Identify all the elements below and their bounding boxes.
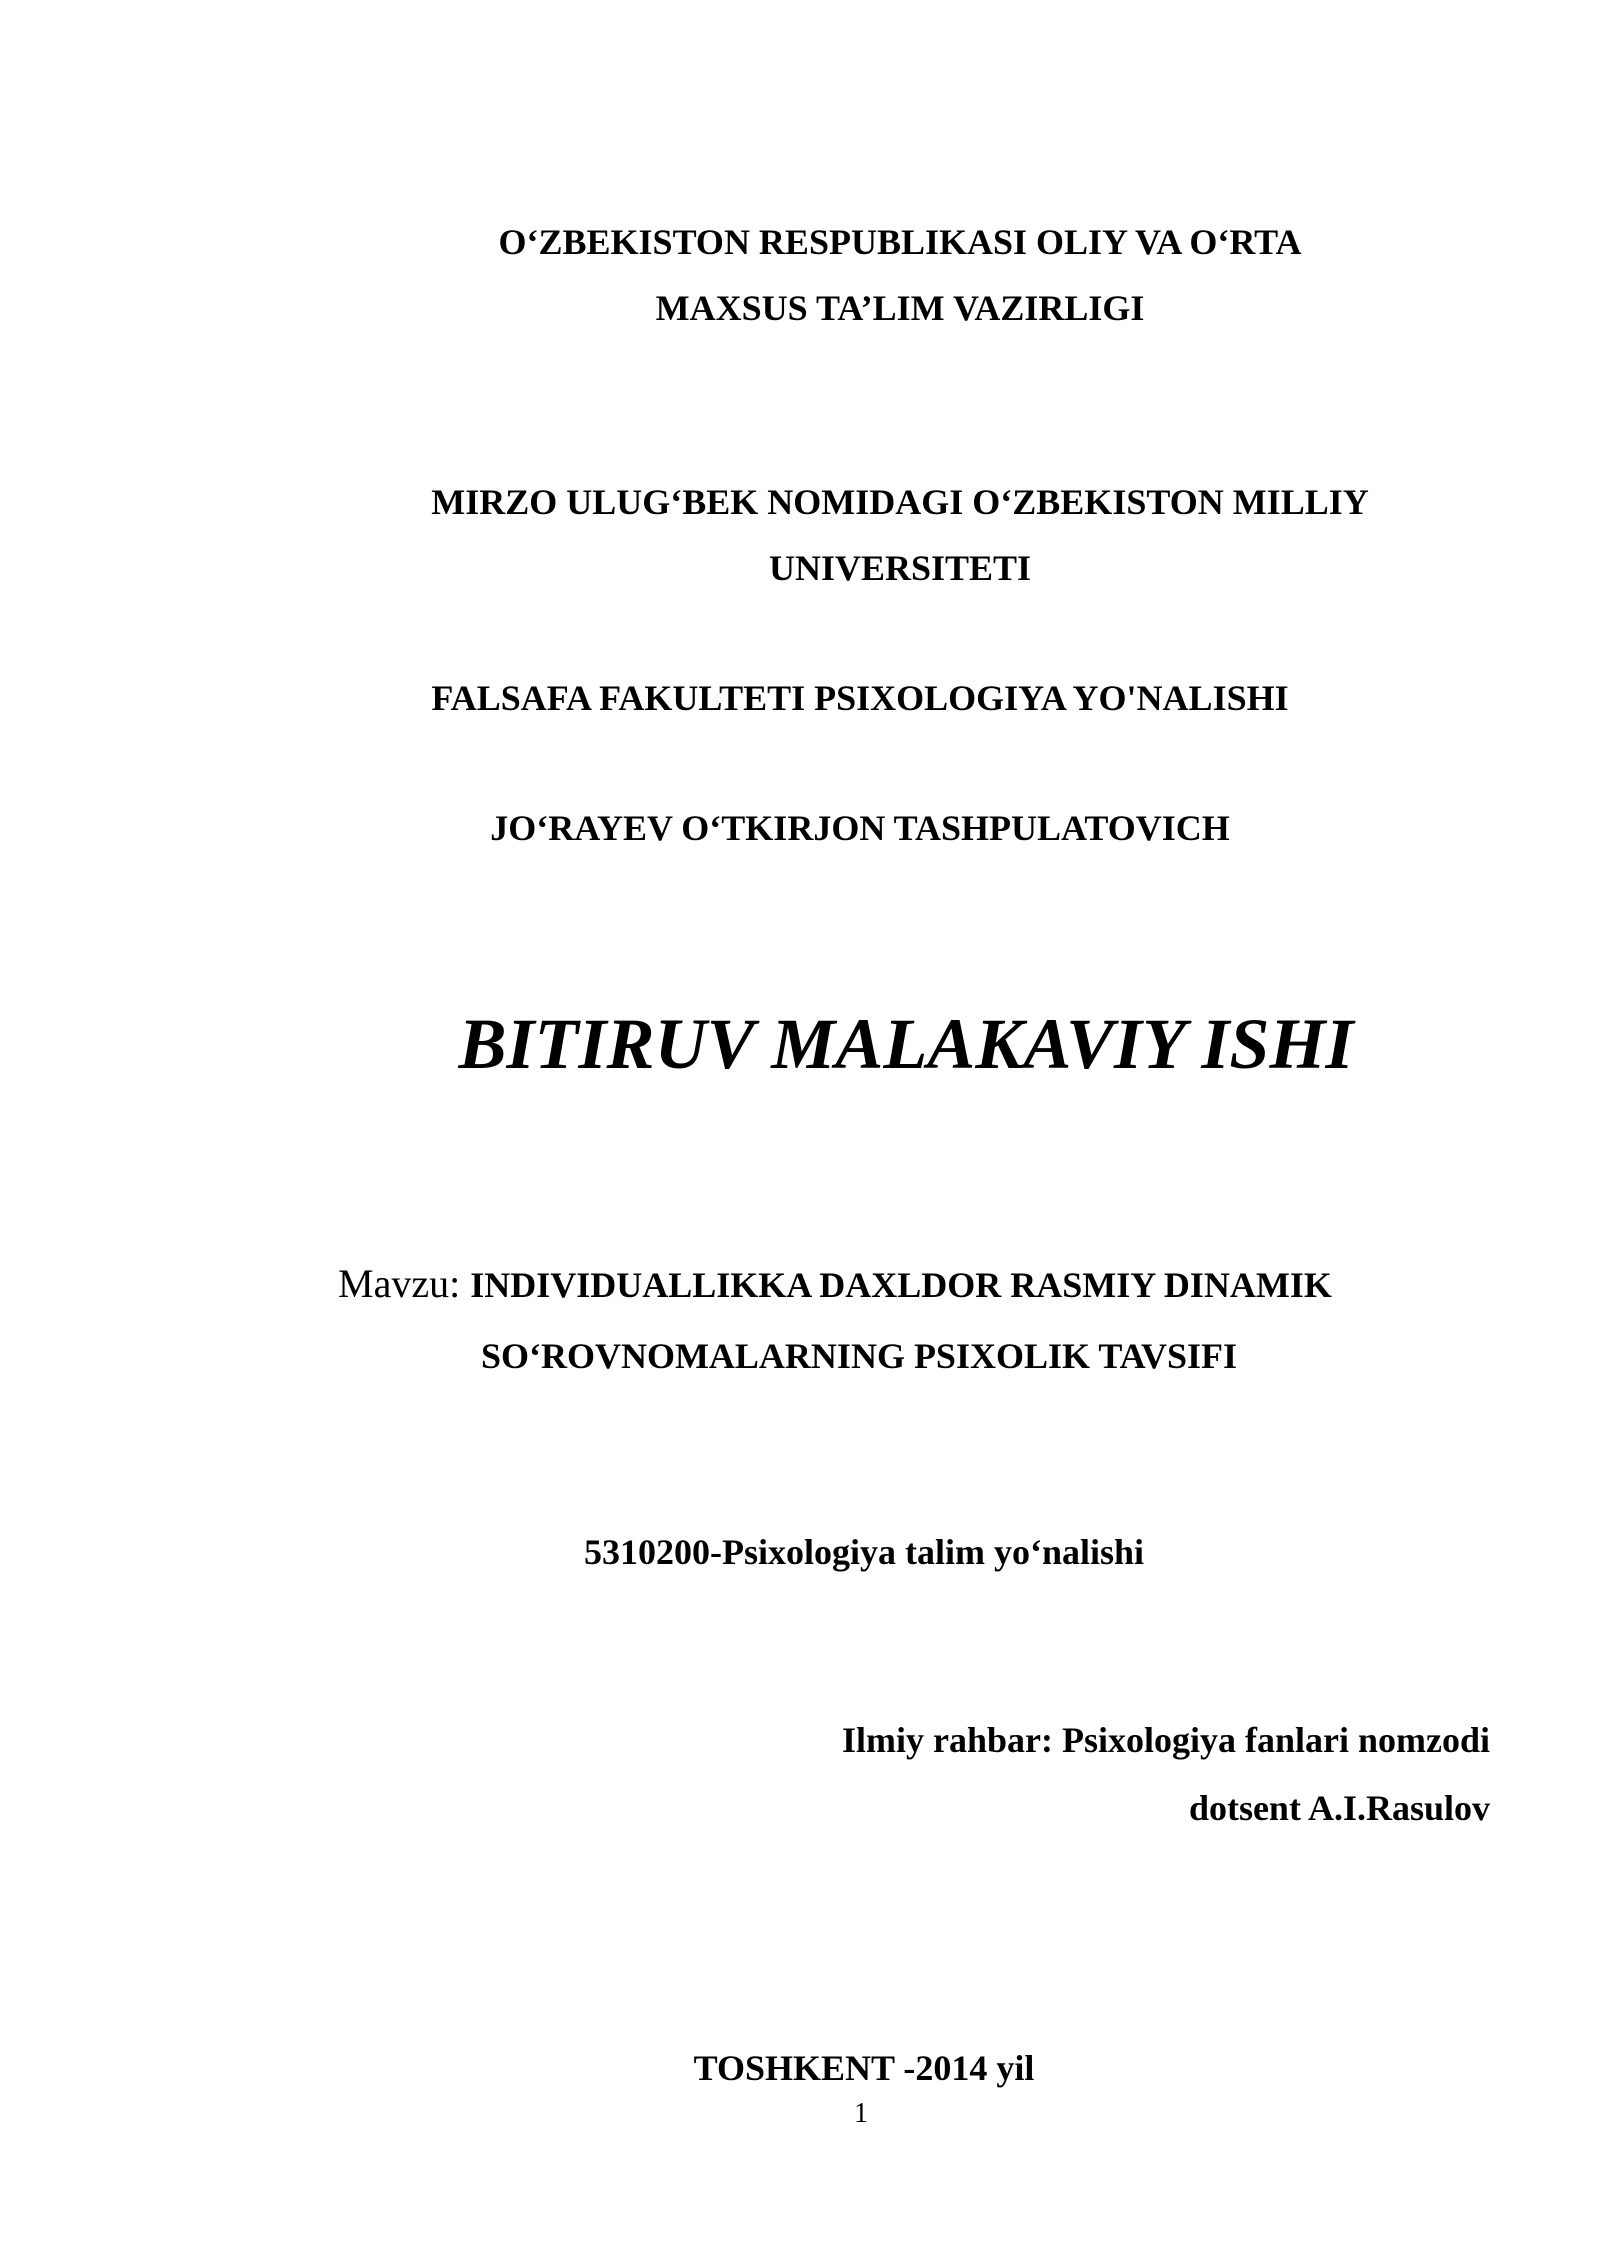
author-name: JO‘RAYEV O‘TKIRJON TASHPULATOVICH [490, 808, 1230, 848]
ministry-line-2: MAXSUS TA’LIM VAZIRLIGI [655, 288, 1145, 328]
page-number: 1 [854, 2098, 868, 2129]
ministry-line-1: O‘ZBEKISTON RESPUBLIKASI OLIY VA O‘RTA [498, 222, 1302, 262]
faculty-line: FALSAFA FAKULTETI PSIXOLOGIYA YO'NALISHI [431, 678, 1289, 718]
place-year: TOSHKENT -2014 yil [693, 2048, 1035, 2088]
supervisor-line-2: dotsent A.I.Rasulov [1188, 1788, 1490, 1828]
topic-text-1: INDIVIDUALLIKKA DAXLDOR RASMIY DINAMIK [470, 1265, 1332, 1305]
university-line-1: MIRZO ULUG‘BEK NOMIDAGI O‘ZBEKISTON MILLIY [431, 482, 1369, 522]
supervisor-line-1: Ilmiy rahbar: Psixologiya fanlari nomzodi [842, 1720, 1490, 1760]
topic-line-2: SO‘ROVNOMALARNING PSIXOLIK TAVSIFI [480, 1336, 1238, 1376]
university-line-2: UNIVERSITETI [768, 548, 1032, 588]
topic-prefix: Mavzu: [338, 1261, 471, 1306]
specialty-line: 5310200-Psixologiya talim yo‘nalishi [583, 1532, 1145, 1572]
work-title: BITIRUV MALAKAVIY ISHI [458, 1004, 1354, 1084]
topic-line-1 [338, 1262, 1332, 1307]
